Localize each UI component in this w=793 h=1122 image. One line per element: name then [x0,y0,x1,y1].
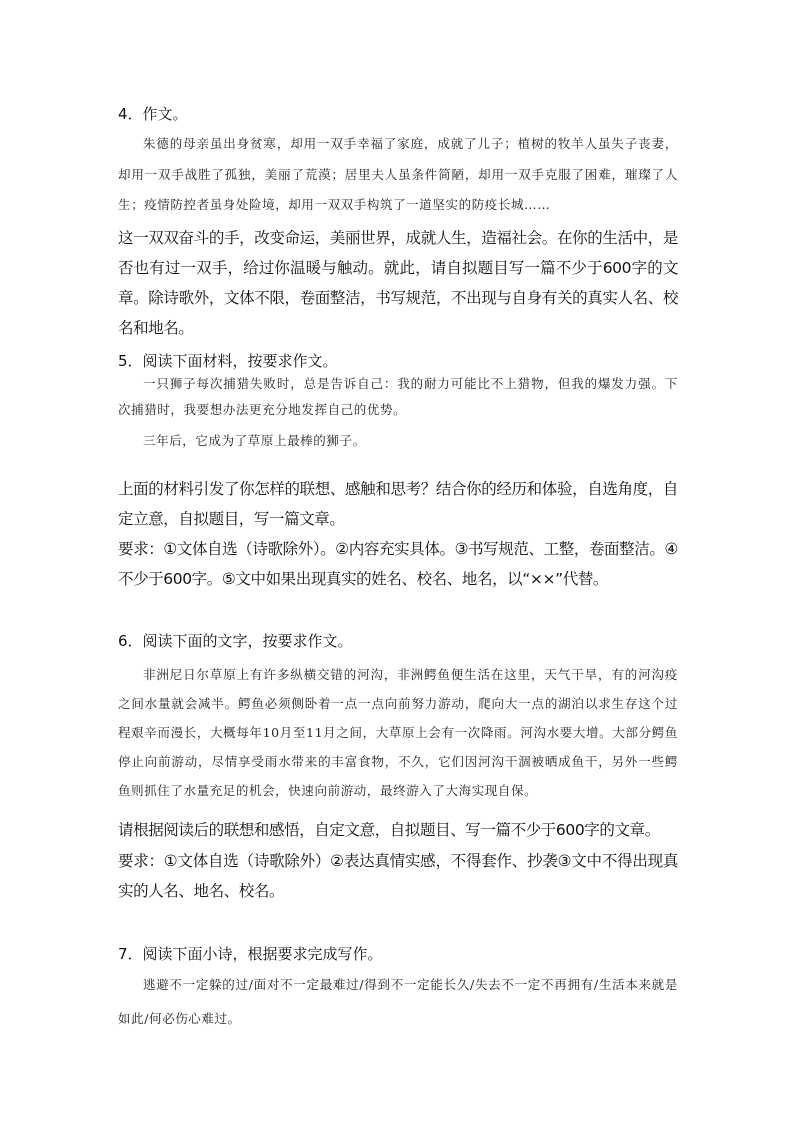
question-4-material: 朱德的母亲虽出身贫寒，却用一双手幸福了家庭，成就了儿子；植树的牧羊人虽失子丧妻，却用一双手战胜了孤独，美丽了荒漠；居里夫人虽条件简陋，却用一双手克服了困难，璀璨了人生；疫情防控者虽身处险境，却用一双双手构筑了一道坚实的防疫长城…… [118,136,678,212]
question-7-title: 7．阅读下面小诗，根据要求完成写作。 [118,945,383,963]
question-5-requirements: 要求：①文体自选（诗歌除外）。②内容充实具体。③书写规范、工整，卷面整洁。④不少于600字。⑤文中如果出现真实的姓名、校名、地名，以“××”代替。 [118,540,678,588]
question-5-title: 5．阅读下面材料，按要求作文。 [118,352,338,370]
question-4-prompt: 这一双双奋斗的手，改变命运，美丽世界，成就人生，造福社会。在你的生活中，是否也有过一双手，给过你温暖与触动。就此，请自拟题目写一篇不少于600字的文章。除诗歌外，文体不限，卷面整洁，书写规范，不出现与自身有关的真实人名、校名和地名。 [118,229,678,337]
question-7-poem: 逃避不一定躲的过/面对不一定最难过/得到不一定能长久/失去不一定不再拥有/生活本来就是如此/何必伤心难过。 [118,977,678,1026]
question-5-material-p1: 一只狮子每次捕猎失败时，总是告诉自己：我的耐力可能比不上猎物，但我的爆发力强。下次捕猎时，我要想办法更充分地发挥自己的优势。 [118,376,678,417]
question-6-requirements: 要求：①文体自选（诗歌除外）②表达真情实感，不得套作、抄袭③文中不得出现真实的人名、地名、校名。 [118,852,678,900]
question-6-prompt: 请根据阅读后的联想和感悟，自定文意，自拟题目、写一篇不少于600字的文章。 [118,821,660,839]
question-5-prompt: 上面的材料引发了你怎样的联想、感触和思考？结合你的经历和体验，自选角度，自定立意，自拟题目，写一篇文章。 [118,480,678,528]
question-5-material [118,371,678,454]
question-6-title: 6．阅读下面的文字，按要求作文。 [118,632,353,650]
question-4-title: 4．作文。 [118,105,188,123]
question-5-material-p2: 三年后，它成为了草原上最棒的狮子。 [143,433,366,448]
question-6-material: 非洲尼日尔草原上有许多纵横交错的河沟，非洲鳄鱼便生活在这里，天气干旱，有的河沟疫之间水量就会减半。鳄鱼必须侧卧着一点一点向前努力游动，爬向大一点的湖泊以求生存这个过程艰辛而漫长，大概每年10月至11月之间，大草原上会有一次降雨。河沟水要大增。大部分鳄鱼停止向前游动，尽情享受雨水带来的丰富食物，不久，它们因河沟干涸被晒成鱼干，另外一些鳄鱼则抓住了水量充足的机会，快速向前游动，最终游入了大海实现自保。 [118,667,678,798]
